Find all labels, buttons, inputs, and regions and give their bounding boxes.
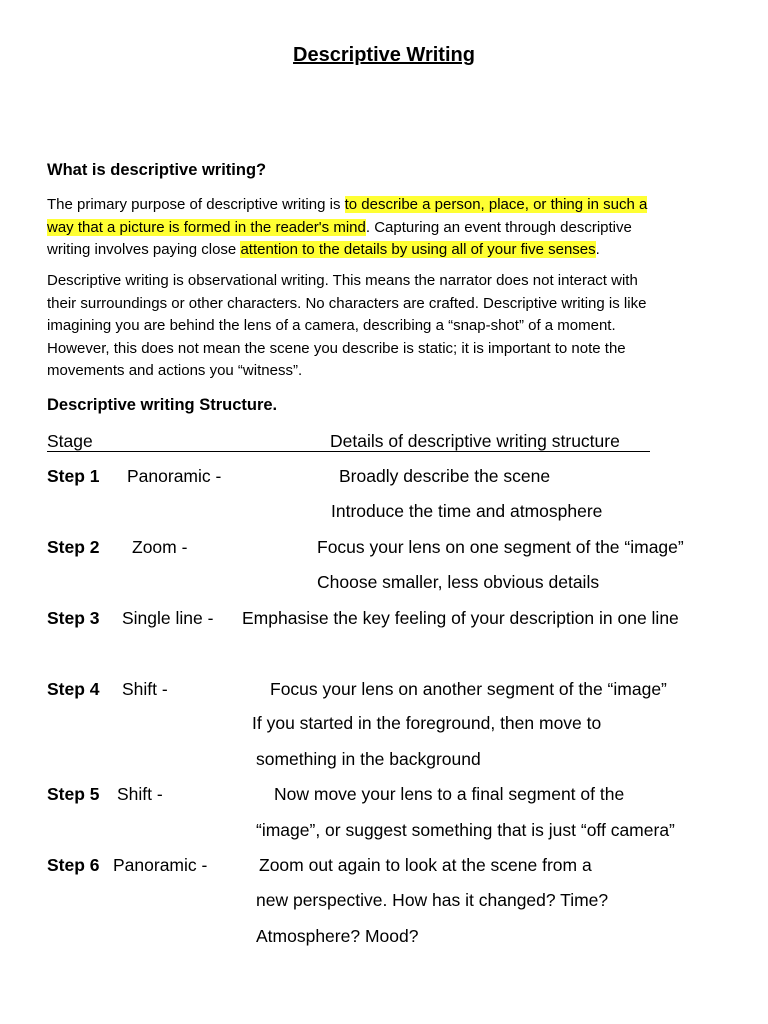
highlight: to describe a person, place, or thing in such a [344, 196, 648, 213]
step-detail: new perspective. How has it changed? Time? [256, 890, 609, 910]
paragraph-line: imagining you are behind the lens of a camera, describing a “snap-shot” of a moment. [47, 317, 616, 334]
paragraph-observational [47, 270, 727, 383]
step-detail: Emphasise the key feeling of your description in one line [242, 608, 679, 628]
step-detail: Atmosphere? Mood? [256, 926, 419, 946]
paragraph-line: writing involves paying close attention to the details by using all of your five senses. [47, 241, 600, 258]
step-detail: Focus your lens on another segment of the “image” [270, 679, 667, 699]
step-name: Panoramic - [113, 855, 208, 875]
document-title: Descriptive Writing [293, 44, 475, 66]
column-header-stage: Stage [47, 431, 93, 451]
step-label: Step 3 [47, 608, 100, 628]
step-detail: something in the background [256, 749, 481, 769]
paragraph-line: Descriptive writing is observational writing. This means the narrator does not interact with [47, 272, 638, 289]
step-detail: If you started in the foreground, then move to [252, 713, 602, 733]
step-label: Step 4 [47, 679, 100, 699]
step-name: Shift - [122, 679, 168, 699]
step-detail: Introduce the time and atmosphere [331, 501, 603, 521]
step-label: Step 6 [47, 855, 100, 875]
step-name: Panoramic - [127, 466, 222, 486]
section-heading-structure: Descriptive writing Structure. [47, 396, 278, 414]
step-name: Shift - [117, 784, 163, 804]
header-underline [47, 451, 650, 452]
paragraph-purpose [47, 194, 727, 262]
paragraph-line: their surroundings or other characters. No characters are crafted. Descriptive writing is like [47, 294, 647, 312]
step-detail: Now move your lens to a final segment of the [274, 784, 625, 804]
highlight: way that a picture is formed in the reader's mind [47, 218, 366, 236]
step-detail: Focus your lens on one segment of the “image” [317, 537, 684, 557]
step-detail: “image”, or suggest something that is just “off camera” [256, 820, 675, 840]
paragraph-line: movements and actions you “witness”. [47, 362, 303, 379]
step-label: Step 5 [47, 784, 100, 804]
step-detail: Broadly describe the scene [339, 466, 551, 486]
step-detail: Zoom out again to look at the scene from a [259, 855, 592, 875]
paragraph-line: way that a picture is formed in the reader's mind. Capturing an event through descriptive [47, 218, 632, 236]
step-name: Zoom - [132, 537, 188, 557]
section-heading-what-is: What is descriptive writing? [47, 161, 267, 179]
column-header-details: Details of descriptive writing structure [330, 431, 620, 451]
paragraph-line: However, this does not mean the scene you describe is static; it is important to note the [47, 339, 626, 357]
step-label: Step 2 [47, 537, 100, 557]
highlight: attention to the details by using all of your five senses [240, 241, 596, 258]
step-detail: Choose smaller, less obvious details [317, 572, 600, 592]
step-label: Step 1 [47, 466, 100, 486]
step-name: Single line - [122, 608, 214, 628]
paragraph-line: The primary purpose of descriptive writing is to describe a person, place, or thing in such a [47, 196, 648, 213]
